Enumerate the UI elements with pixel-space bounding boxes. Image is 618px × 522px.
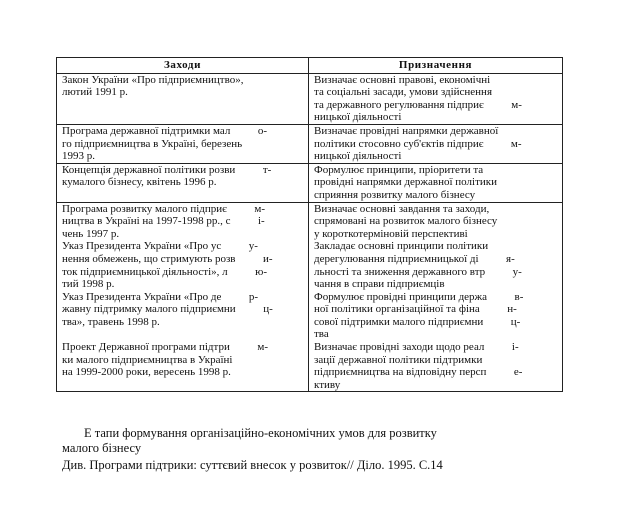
- purpose-cell: [309, 202, 563, 392]
- purpose-cell-line: Формулює провідні принципи держа в-: [314, 290, 524, 303]
- header-purpose: Призначення: [309, 58, 563, 74]
- caption-line-1: Е тапи формування організаційно-економічних умов для розвитку: [84, 426, 437, 440]
- table-row: [57, 124, 563, 163]
- purpose-cell-line: ної політики організаційної та фіна н-: [314, 303, 517, 316]
- measure-cell-line: ництва в Україні на 1997-1998 рр., с і-: [62, 215, 265, 228]
- measure-cell-line: Указ Президента України «Про ус у-: [62, 240, 258, 253]
- measure-cell-line: Програма державної підтримки мал о-: [62, 124, 268, 137]
- table-body: [57, 73, 563, 392]
- table-row: [57, 163, 563, 202]
- measure-cell: [57, 202, 309, 392]
- purpose-cell-line: ницької діяльності: [314, 111, 402, 124]
- purpose-cell-line: Формулює принципи, пріоритети та: [314, 163, 484, 176]
- header-measures: Заходи: [57, 58, 309, 74]
- table-caption: [62, 426, 482, 456]
- purpose-cell-line: чання в справи підприємців: [314, 278, 445, 291]
- purpose-cell-line: та державного регулювання підприє м-: [314, 98, 522, 111]
- measure-cell-line: Закон України «Про підприємництво»,: [62, 73, 244, 86]
- measure-cell-line: Програма розвитку малого підприє м-: [62, 202, 266, 215]
- purpose-cell-line: Визначає провідні напрямки державної: [314, 124, 499, 137]
- purpose-cell-line: політики стосовно суб'єктів підприє м-: [314, 137, 522, 150]
- measure-cell-line: Указ Президента України «Про де р-: [62, 290, 259, 303]
- measures-table: [56, 57, 563, 392]
- purpose-cell-line: провідні напрямки державної політики: [314, 176, 497, 189]
- purpose-cell-line: підприємництва на відповідну персп е-: [314, 366, 523, 379]
- measure-cell-line: ток підприємницької діяльності», л ю-: [62, 265, 268, 278]
- table-header-row: [57, 58, 563, 74]
- purpose-cell-line: Визначає провідні заходи щодо реал і-: [314, 341, 519, 354]
- purpose-cell-line: ницької діяльності: [314, 150, 402, 163]
- purpose-cell-line: зації державної політики підтримки: [314, 353, 483, 366]
- measure-cell-line: чень 1997 р.: [62, 227, 120, 240]
- measure-cell-line: кумалого бізнесу, квітень 1996 р.: [62, 176, 217, 189]
- purpose-cell: [309, 73, 563, 124]
- measure-cell-line: [62, 328, 304, 341]
- purpose-cell-line: сової підтримки малого підприємни ц-: [314, 315, 521, 328]
- purpose-cell-line: Визначає основні завдання та заходи,: [314, 202, 490, 215]
- measure-cell-line: го підприємництва в Україні, березень: [62, 137, 243, 150]
- table-row: [57, 73, 563, 124]
- table-row: [57, 202, 563, 392]
- purpose-cell-line: Закладає основні принципи політики: [314, 240, 489, 253]
- measure-cell-line: лютий 1991 р.: [62, 86, 128, 99]
- measure-cell: [57, 73, 309, 124]
- caption-line-2: малого бізнесу: [62, 441, 142, 455]
- purpose-cell-line: Визначає основні правові, економічні: [314, 73, 491, 86]
- purpose-cell-line: спрямовані на розвиток малого бізнесу: [314, 215, 498, 228]
- measure-cell: [57, 124, 309, 163]
- measure-cell-line: Концепція державної політики розви т-: [62, 163, 272, 176]
- measure-cell: [57, 163, 309, 202]
- purpose-cell-line: дерегулювання підприємницької ді я-: [314, 252, 515, 265]
- source-note: Див. Програми підтрики: суттєвий внесок у розвиток// Діло. 1995. С.14: [62, 458, 443, 472]
- measure-cell-line: 1993 р.: [62, 150, 95, 163]
- purpose-cell: [309, 163, 563, 202]
- purpose-cell-line: тва: [314, 328, 329, 341]
- measure-cell-line: тий 1998 р.: [62, 278, 115, 291]
- purpose-cell: [309, 124, 563, 163]
- measure-cell-line: ки малого підприємництва в Україні: [62, 353, 233, 366]
- measure-cell-line: нення обмежень, що стримують розв и-: [62, 252, 273, 265]
- measure-cell-line: на 1999-2000 роки, вересень 1998 р.: [62, 366, 231, 379]
- measure-cell-line: тва», травень 1998 р.: [62, 315, 160, 328]
- purpose-cell-line: та соціальні засади, умови здійснення: [314, 86, 493, 99]
- purpose-cell-line: у короткотерміновій перспективі: [314, 227, 468, 240]
- purpose-cell-line: сприяння розвитку малого бізнесу: [314, 188, 476, 201]
- measure-cell-line: Проект Державної програми підтри м-: [62, 341, 268, 354]
- purpose-cell-line: льності та зниження державного втр у-: [314, 265, 522, 278]
- purpose-cell-line: ктиву: [314, 378, 341, 391]
- measure-cell-line: жавну підтримку малого підприємни ц-: [62, 303, 273, 316]
